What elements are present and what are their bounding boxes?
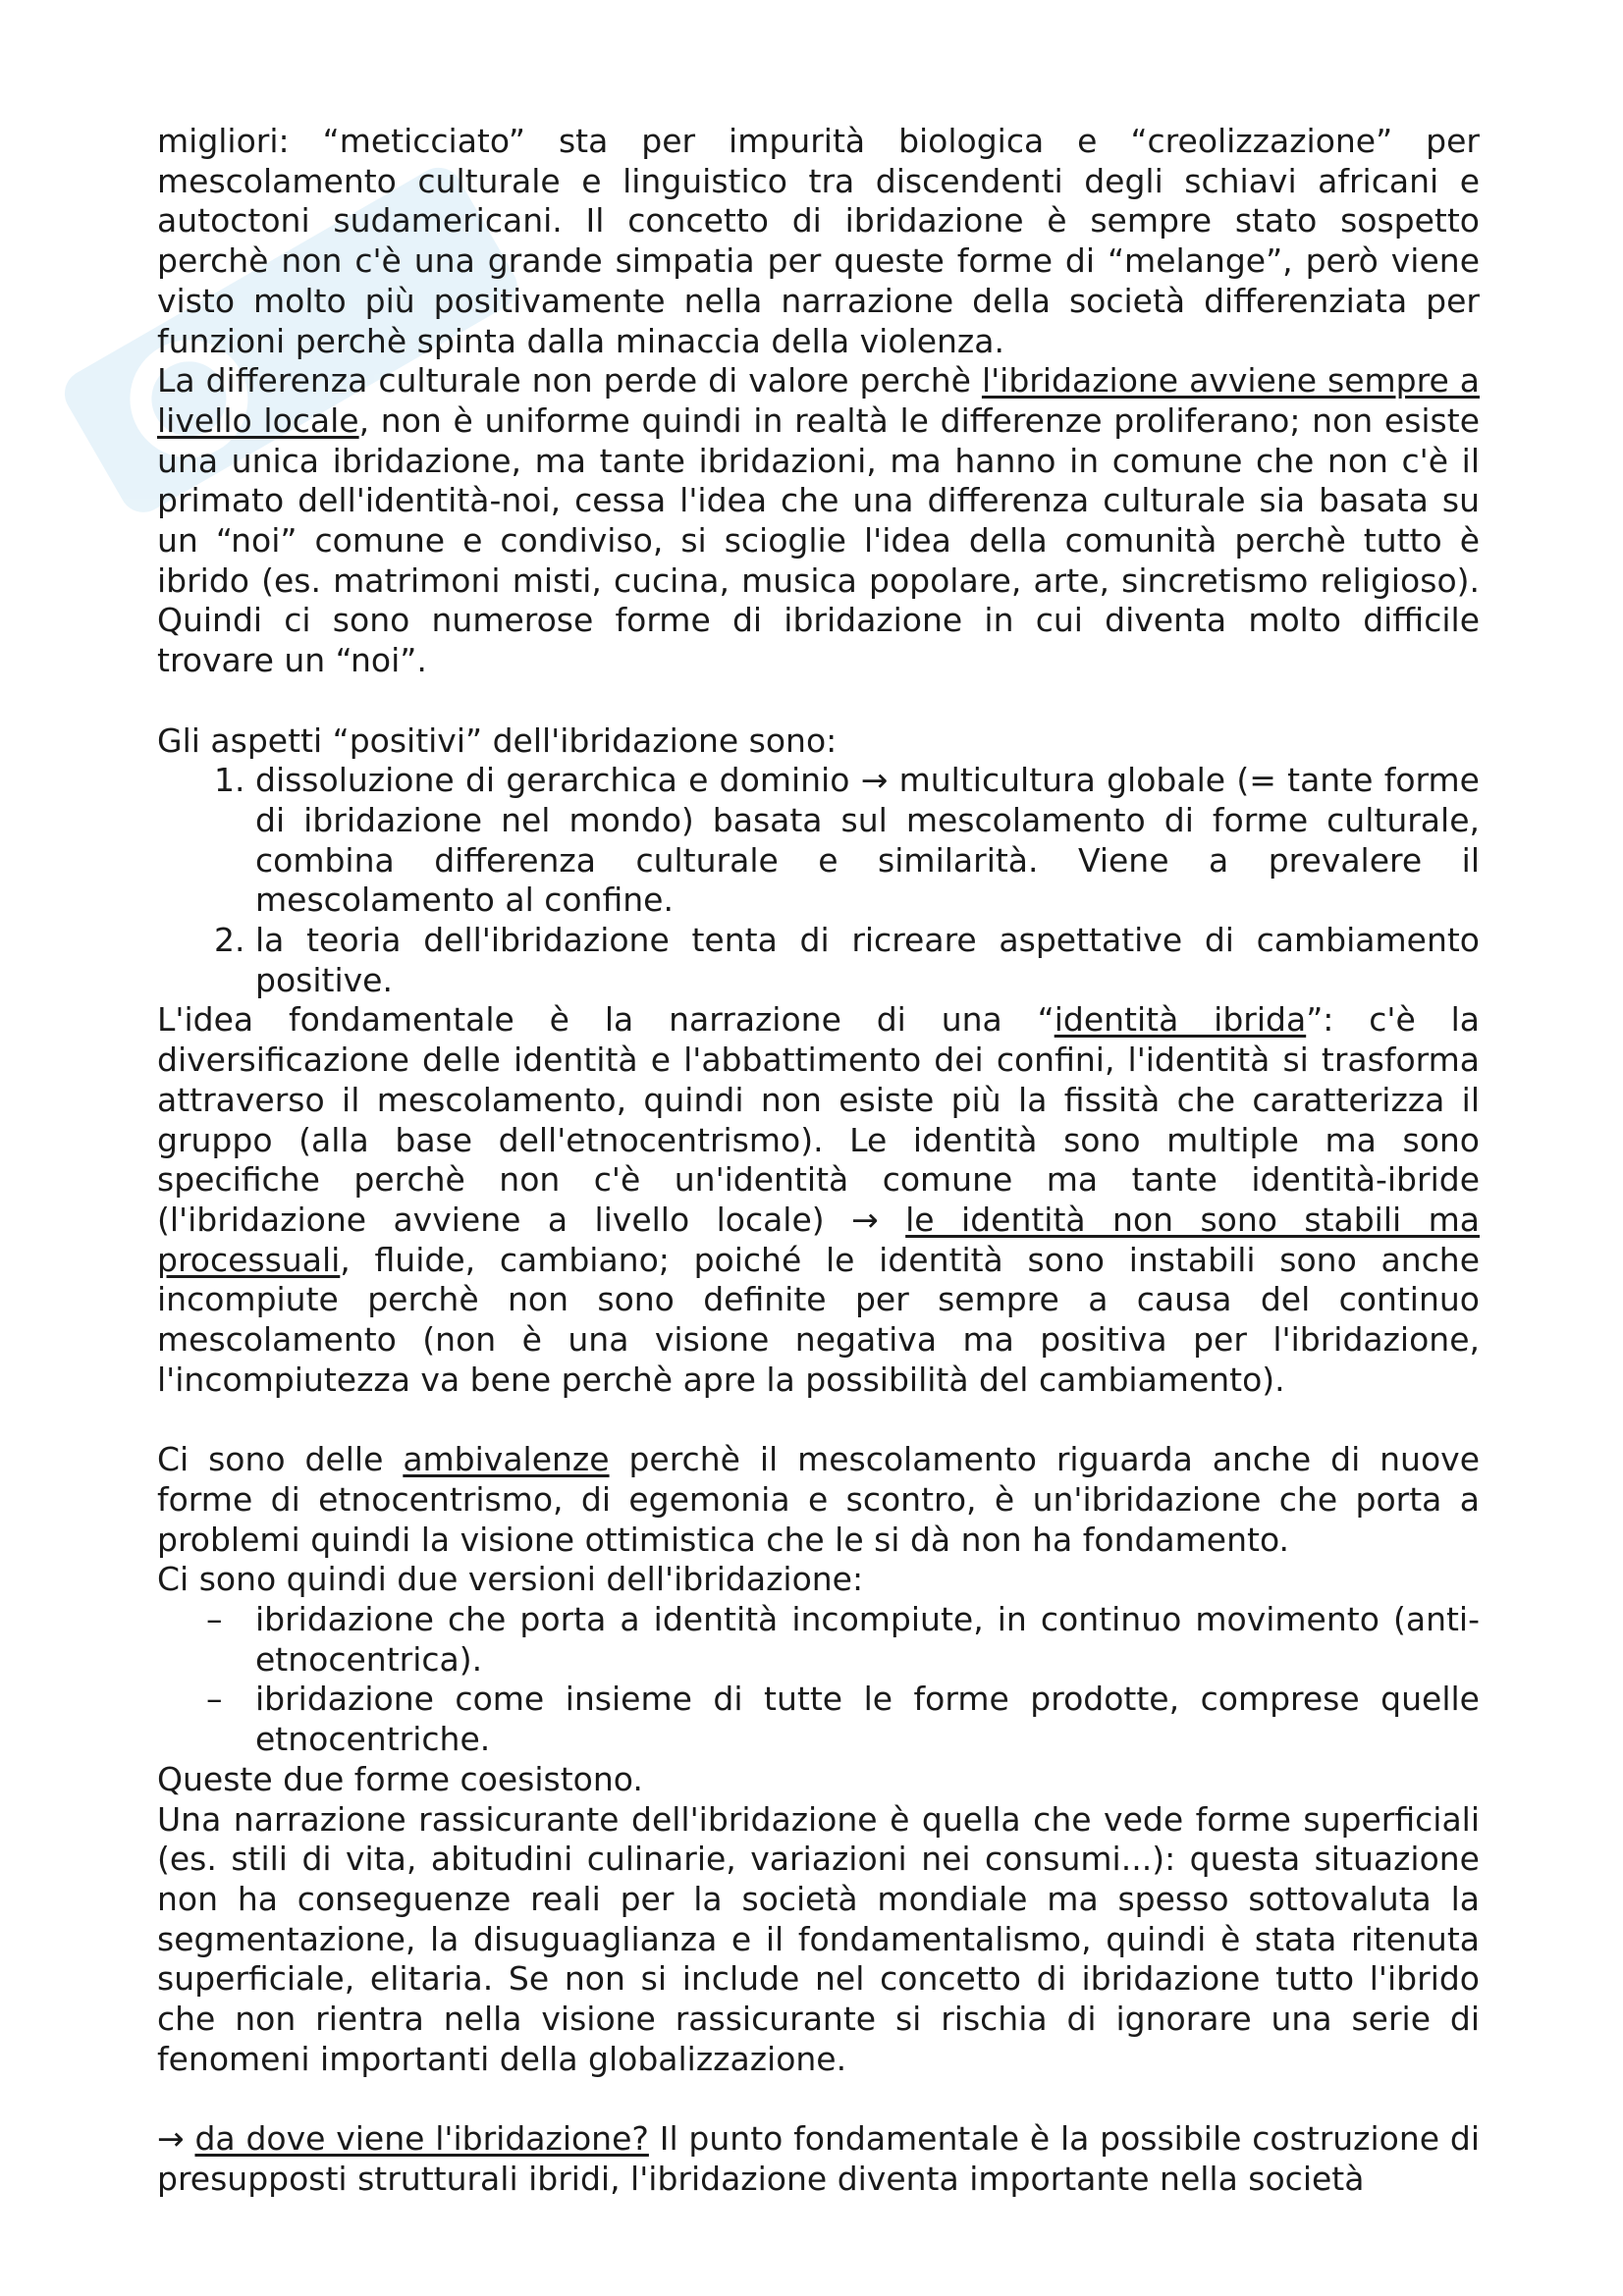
dash-list	[157, 1600, 1480, 1760]
paragraph-gap	[157, 2079, 1480, 2119]
dash-bullet: –	[206, 1680, 223, 1719]
underlined-phrase: identità ibrida	[1054, 1000, 1307, 1040]
paragraph-narrazione-rassicurante: Una narrazione rassicurante dell'ibridazione è quella che vede forme superficiali (es. stili di vita, abitudini culinarie, variazioni nei consumi...): questa situazione non ha conseguenze reali per la società mondiale ma spesso sottovaluta la segmentazione, la disuguaglianza e il fondamentalismo, quindi è stata ritenuta superficiale, elitaria. Se non si include nel concetto di ibridazione tutto l'ibrido che non rientra nella visione rassicurante si rischia di ignorare una serie di fenomeni importanti della globalizzazione.	[157, 1799, 1480, 2078]
text-segment: Il punto fondamentale è la possibile costruzione di presupposti strutturali ibridi, l'ibridazione diventa importante nella società	[157, 2119, 1480, 2198]
numbered-list	[157, 761, 1480, 1000]
paragraph-meticciato: migliori: “meticciato” sta per impurità biologica e “creolizzazione” per mescolamento culturale e linguistico tra discendenti degli schiavi africani e autoctoni sudamericani. Il concetto di ibridazione è sempre stato sospetto perchè non c'è una grande simpatia per queste forme di “melange”, però viene visto molto più positivamente nella narrazione della società differenziata per funzioni perchè spinta dalla minaccia della violenza.	[157, 122, 1480, 360]
list-item-text: ibridazione come insieme di tutte le forme prodotte, comprese quelle etnocentriche.	[255, 1680, 1480, 1759]
text-segment: perchè il mescolamento riguarda anche di nuove forme di etnocentrismo, di egemonia e scontro, è un'ibridazione che porta a problemi quindi la visione ottimistica che le si dà non ha fondamento.	[157, 1440, 1480, 1559]
paragraph-gap	[157, 1400, 1480, 1440]
paragraph-due-versioni: Ci sono quindi due versioni dell'ibridazione:	[157, 1560, 864, 1599]
text-segment: La differenza culturale non perde di valore perchè	[157, 361, 982, 400]
list-item: 1. dissoluzione di gerarchica e dominio → multicultura globale (= tante forme di ibridazione nel mondo) basata sul mescolamento di forme culturale, combina differenza culturale e similarità. Viene a prevalere il mescolamento al confine.	[255, 761, 1480, 921]
text-segment: Ci sono delle	[157, 1440, 404, 1479]
dash-bullet: –	[206, 1599, 223, 1638]
paragraph-differenza-culturale	[157, 361, 1480, 681]
arrow-icon: →	[157, 2119, 195, 2159]
underlined-phrase: ambivalenze	[403, 1440, 610, 1479]
paragraph-aspetti-positivi: Gli aspetti “positivi” dell'ibridazione sono:	[157, 721, 838, 760]
underlined-phrase: le identità non sono stabili ma processuali	[157, 1200, 1480, 1279]
text-segment: L'idea fondamentale è la narrazione di una “	[157, 1000, 1055, 1040]
list-item	[157, 1680, 1480, 1759]
paragraph-ambivalenze	[157, 1440, 1480, 1560]
text-segment: , fluide, cambiano; poiché le identità sono instabili sono anche incompiute perchè non sono definite per sempre a causa del continuo mescolamento (non è una visione negativa ma positiva per l'ibridazione, l'incompiutezza va bene perchè apre la possibilità del cambiamento).	[157, 1240, 1480, 1399]
paragraph-gap	[157, 681, 1480, 721]
list-item: 2. la teoria dell'ibridazione tenta di ricreare aspettative di cambiamento positive.	[255, 921, 1480, 1000]
document-page	[157, 122, 1480, 2200]
text-segment: , non è uniforme quindi in realtà le differenze proliferano; non esiste una unica ibridazione, ma tante ibridazioni, ma hanno in comune che non c'è il primato dell'identità-noi, cessa l'idea che una differenza culturale sia basata su un “noi” comune e condiviso, si scioglie l'idea della comunità perchè tutto è ibrido (es. matrimoni misti, cucina, musica popolare, arte, sincretismo religioso). Quindi ci sono numerose forme di ibridazione in cui diventa molto difficile trovare un “noi”.	[157, 400, 1480, 680]
paragraph-da-dove	[157, 2119, 1480, 2199]
list-item	[157, 1600, 1480, 1680]
text-segment: ”: c'è la diversificazione delle identità e l'abbattimento dei confini, l'identità si trasforma attraverso il mescolamento, quindi non esiste più la fissità che caratterizza il gruppo (alla base dell'etnocentrismo). Le identità sono multiple ma sono specifiche perchè non c'è un'identità comune ma tante identità-ibride (l'ibridazione avviene a livello locale) →	[157, 1000, 1481, 1239]
underlined-phrase: da dove viene l'ibridazione?	[194, 2119, 649, 2159]
paragraph-coesistono: Queste due forme coesistono.	[157, 1759, 643, 1798]
list-item-text: ibridazione che porta a identità incompiute, in continuo movimento (anti-etnocentrica).	[255, 1599, 1480, 1679]
paragraph-identita-ibrida	[157, 1000, 1480, 1400]
underlined-phrase: l'ibridazione avviene sempre a livello locale	[157, 361, 1480, 440]
